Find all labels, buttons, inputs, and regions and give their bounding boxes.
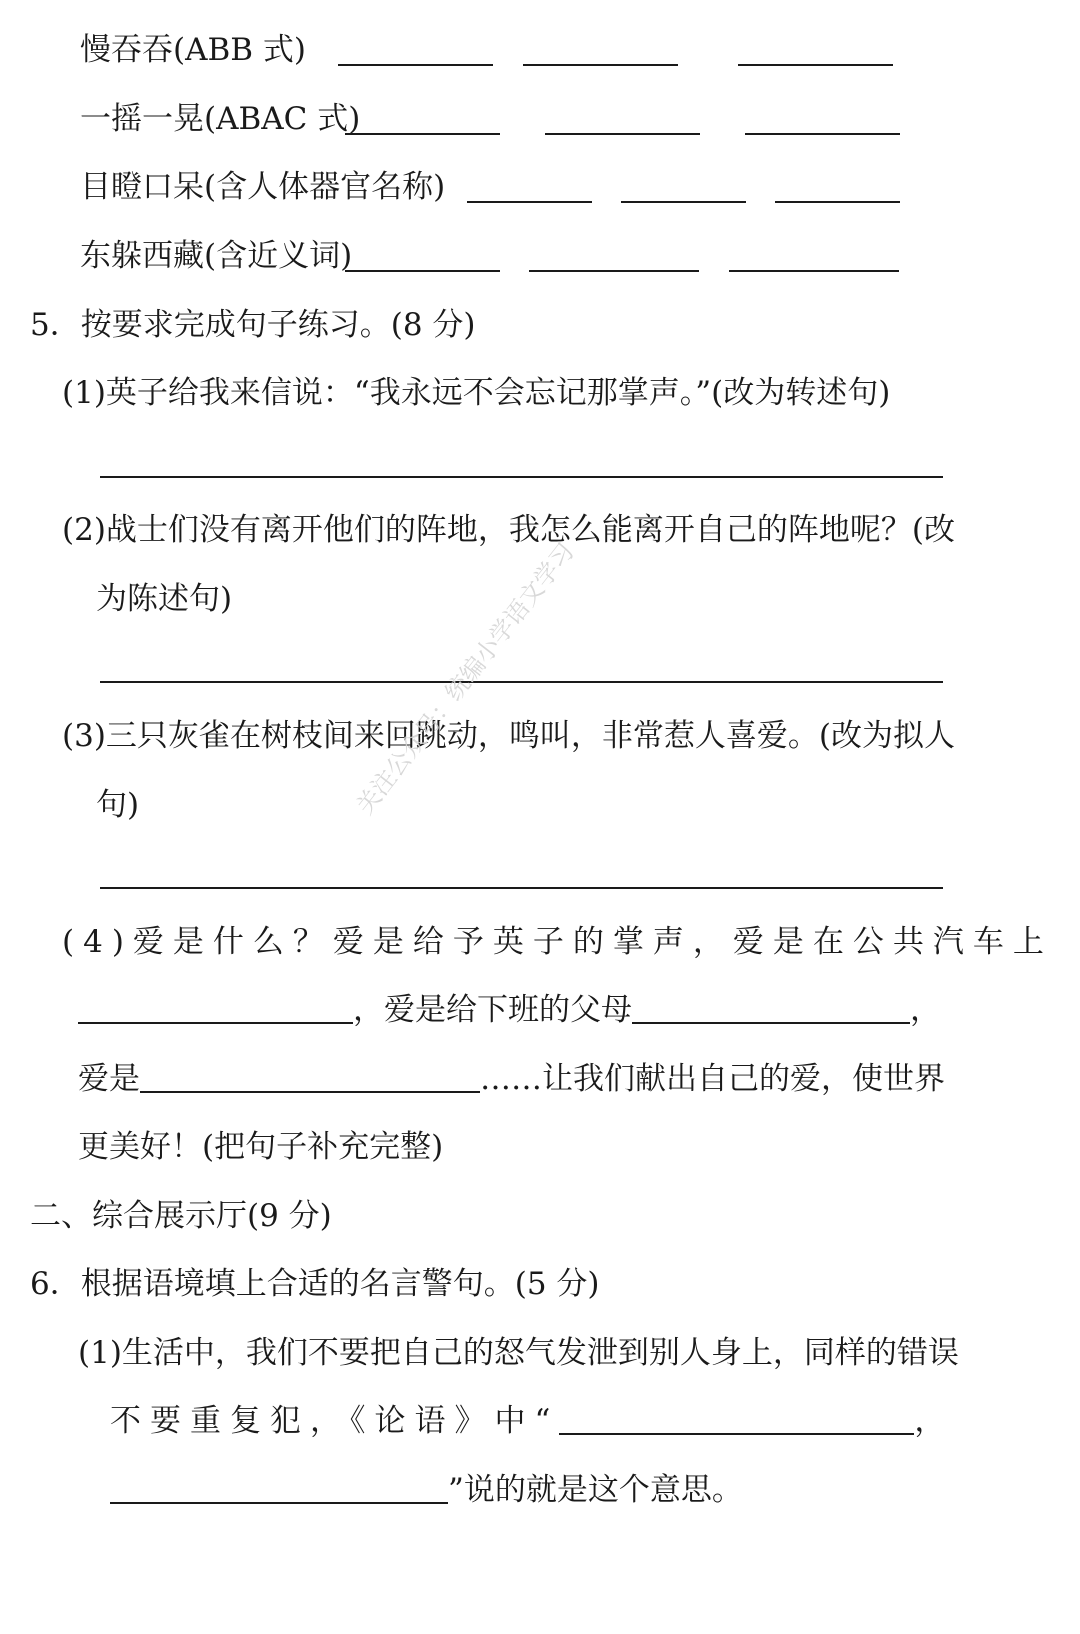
q4-note: (ABB 式) xyxy=(173,32,306,68)
q4-row-1 xyxy=(80,30,306,70)
q6-s1-comma: ， xyxy=(914,1403,946,1439)
answer-blank[interactable] xyxy=(78,1022,353,1024)
answer-blank[interactable] xyxy=(738,64,893,66)
q6-sentence-1: (1)生活中，我们不要把自己的怒气发泄到别人身上，同样的错误 xyxy=(78,1335,959,1371)
answer-blank[interactable] xyxy=(345,270,500,272)
q5-sentence-4-line-2 xyxy=(78,990,941,1030)
q4-row-3 xyxy=(80,167,445,207)
q4-word: 慢吞吞 xyxy=(80,32,173,68)
q5-sentence-4: (4)爱是什么？爱是给予英子的掌声，爱是在公共汽车上 xyxy=(62,924,1053,960)
answer-blank[interactable] xyxy=(467,201,592,203)
answer-line[interactable] xyxy=(100,681,943,683)
q5-s4-end-text: ……让我们献出自己的爱，使世界 xyxy=(480,1061,945,1097)
answer-line[interactable] xyxy=(100,887,943,889)
q4-word: 目瞪口呆 xyxy=(80,169,204,205)
answer-line[interactable] xyxy=(100,476,943,478)
q6-s1-start-text: 不要重复犯，《论语》中“ xyxy=(110,1403,560,1439)
q6-sentence-1-line-3 xyxy=(110,1470,743,1510)
answer-blank[interactable] xyxy=(345,133,500,135)
q5-s4-start-text: 爱是 xyxy=(78,1061,140,1097)
q5-sentence-4-line-3 xyxy=(78,1059,945,1099)
answer-blank[interactable] xyxy=(729,270,899,272)
q4-note: (含近义词) xyxy=(204,238,353,274)
answer-blank[interactable] xyxy=(775,201,900,203)
q5-sentence-3: (3)三只灰雀在树枝间来回跳动，鸣叫，非常惹人喜爱。(改为拟人 xyxy=(62,718,956,754)
q4-note: (含人体器官名称) xyxy=(204,169,446,205)
q4-row-4 xyxy=(80,236,352,276)
answer-blank[interactable] xyxy=(621,201,746,203)
answer-blank[interactable] xyxy=(745,133,900,135)
q5-sentence-2-cont: 为陈述句) xyxy=(96,581,233,617)
q4-row-2 xyxy=(80,99,360,139)
answer-blank[interactable] xyxy=(110,1502,448,1504)
q6-sentence-1-line-2 xyxy=(110,1401,945,1441)
q5-sentence-4-line-4: 更美好！(把句子补充完整) xyxy=(78,1129,444,1165)
q4-note: (ABAC 式) xyxy=(204,101,361,137)
q6-s1-end-text: ”说的就是这个意思。 xyxy=(448,1472,743,1508)
q5-heading: 5．按要求完成句子练习。(8 分) xyxy=(30,307,476,343)
q5-sentence-3-cont: 句) xyxy=(96,787,140,823)
answer-blank[interactable] xyxy=(559,1433,914,1435)
answer-blank[interactable] xyxy=(338,64,493,66)
answer-blank[interactable] xyxy=(632,1022,910,1024)
answer-blank[interactable] xyxy=(545,133,700,135)
q5-sentence-1: (1)英子给我来信说：“我永远不会忘记那掌声。”(改为转述句) xyxy=(62,375,891,411)
q5-sentence-2: (2)战士们没有离开他们的阵地，我怎么能离开自己的阵地呢？(改 xyxy=(62,512,956,548)
watermark: 关注公众号：统编小学语文学习 xyxy=(350,537,580,820)
answer-blank[interactable] xyxy=(140,1091,480,1093)
answer-blank[interactable] xyxy=(529,270,699,272)
q4-word: 东躲西藏 xyxy=(80,238,204,274)
q4-word: 一摇一晃 xyxy=(80,101,204,137)
q5-s4-comma: ， xyxy=(910,992,941,1028)
answer-blank[interactable] xyxy=(523,64,678,66)
section-2-heading: 二、综合展示厅(9 分) xyxy=(30,1198,332,1234)
q6-heading: 6．根据语境填上合适的名言警句。(5 分) xyxy=(30,1266,600,1302)
q5-s4-mid-text: ，爱是给下班的父母 xyxy=(353,992,632,1028)
